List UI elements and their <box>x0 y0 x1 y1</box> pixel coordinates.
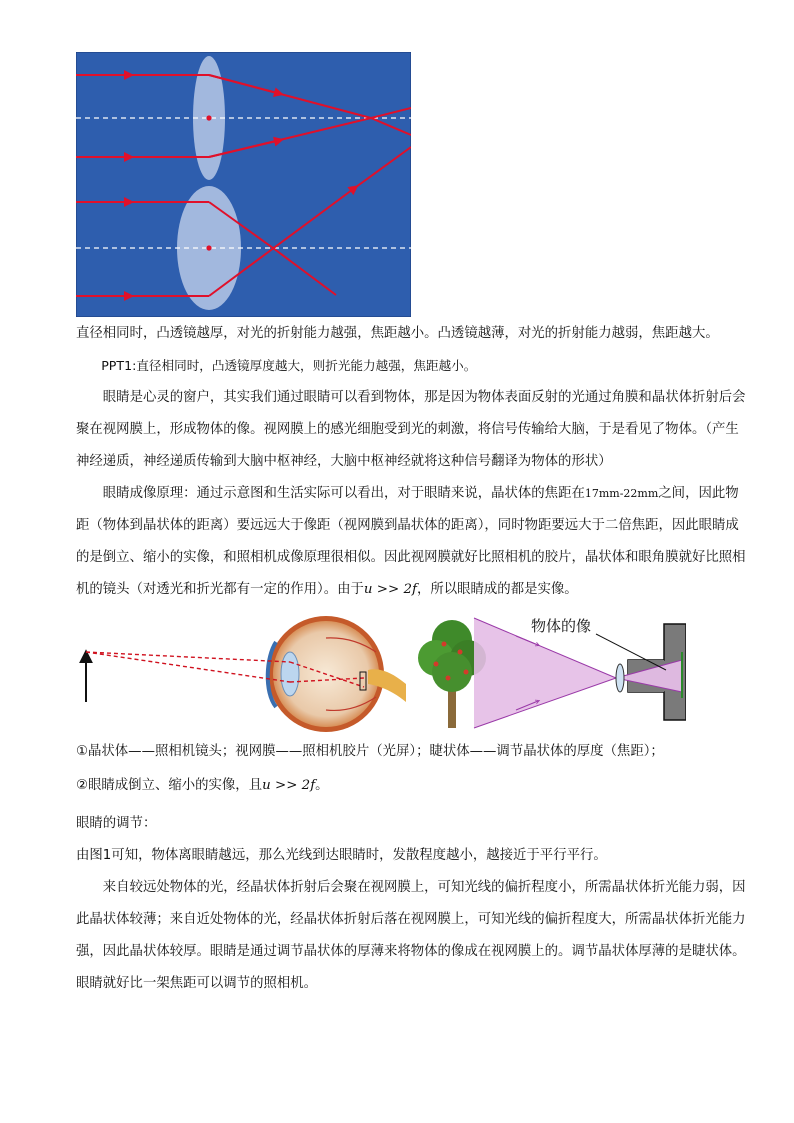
point-one: ①晶状体——照相机镜头；视网膜——照相机胶片（光屏）；睫状体——调节晶状体的厚度（焦距）； <box>76 744 664 759</box>
principle-suffix: ，所以眼睛成的都是实像。 <box>416 582 578 597</box>
focal-range: 17mm-22mm <box>584 487 659 500</box>
camera-icon <box>616 624 686 720</box>
principle-prefix: 眼睛成像原理：通过示意图和生活实际可以看出，对于眼睛来说，晶状体的焦距在 <box>102 486 585 501</box>
eye-camera-figure <box>76 612 686 734</box>
point-two <box>76 770 748 802</box>
ppt-note: PPT1:直径相同时，凸透镜厚度越大，则折光能力越强，焦距越小。 <box>101 358 477 373</box>
lens-refraction-figure <box>76 52 411 317</box>
adjust-title: 眼睛的调节： <box>76 816 157 831</box>
adjust-paragraph: 来自较远处物体的光，经晶状体折射后会聚在视网膜上，可知光线的偏折程度小，所需晶状体折光能力弱，因此晶状体较薄；来自近处物体的光，经晶状体折射后落在视网膜上，可知光线的偏折程度大，所需晶状体折光能力强，因此晶状体较厚。眼睛是通过调节晶状体的厚薄来将物体的像成在视网膜上的。调节晶状体厚薄的是睫状体。眼睛就好比一架焦距可以调节的照相机。 <box>76 880 746 991</box>
adjust-line: 由图1可知，物体离眼睛越远，那么光线到达眼睛时，发散程度越小，越接近于平行平行。 <box>76 848 607 863</box>
point-two-suffix: 。 <box>315 778 329 793</box>
point-two-prefix: ②眼睛成倒立、缩小的实像，且 <box>76 778 263 793</box>
lens-caption: 直径相同时，凸透镜越厚，对光的折射能力越强，焦距越小。凸透镜越薄，对光的折射能力越弱，焦距越大。 <box>76 326 719 341</box>
point-two-formula: u >> 2f <box>262 778 316 793</box>
image-label: 物体的像 <box>531 618 592 635</box>
imaging-principle-paragraph <box>76 478 748 606</box>
eyeball-icon <box>268 616 406 732</box>
formula-inline: u >> 2f <box>363 582 417 597</box>
principle-middle: 之间，因此物距（物体到晶状体的距离）要远远大于像距（视网膜到晶状体的距离），同时物距要远大于二倍焦距，因此眼睛成的是倒立、缩小的实像，和照相机成像原理很相似。因此视网膜就好比照相机的胶片，晶状体和眼角膜就好比照相机的镜头（对透光和折光都有一定的作用）。由于 <box>76 486 746 597</box>
eye-intro-paragraph: 眼睛是心灵的窗户，其实我们通过眼睛可以看到物体，那是因为物体表面反射的光通过角膜和晶状体折射后会聚在视网膜上，形成物体的像。视网膜上的感光细胞受到光的刺激，将信号传输给大脑，于是看见了物体。（产生神经递质，神经递质传输到大脑中枢神经，大脑中枢神经就将这种信号翻译为物体的形状） <box>76 390 746 469</box>
